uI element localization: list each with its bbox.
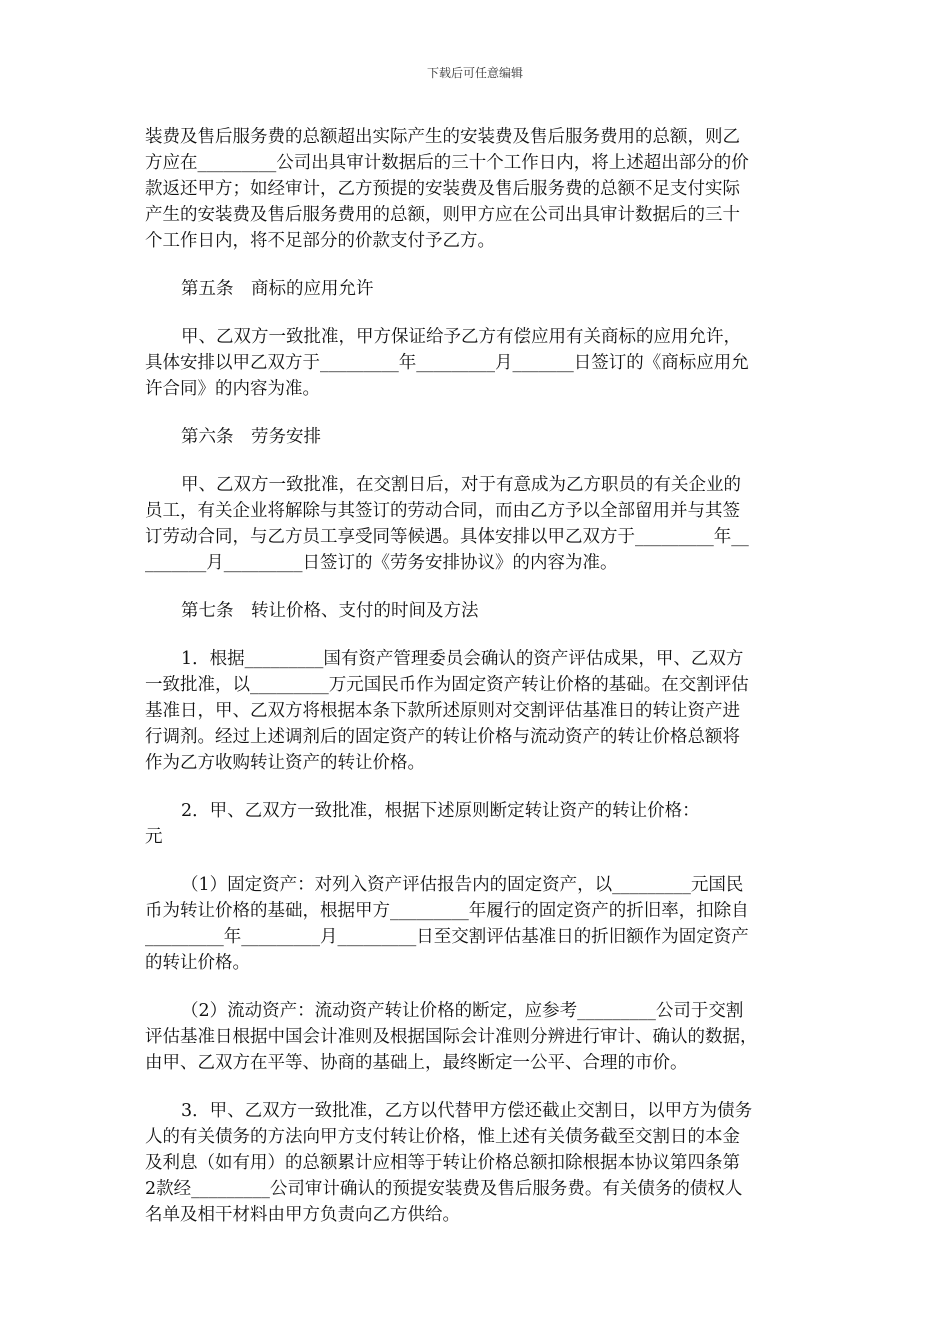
text-line: 1．根据_________国有资产管理委员会确认的资产评估成果，甲、乙双方 (181, 649, 744, 669)
text-line: _______月_________日签订的《劳务安排协议》的内容为准。 (145, 553, 618, 573)
paragraph-clause-3 (145, 1098, 810, 1228)
text-line: 一致批准，以_________万元国民币作为固定资产转让价格的基础。在交割评估 (145, 675, 749, 695)
paragraph-labor (145, 472, 810, 576)
text-line: 方应在_________公司出具审计数据后的三十个工作日内，将上述超出部分的价 (145, 153, 749, 173)
article-7-heading: 第七条 转让价格、支付的时间及方法 (181, 601, 479, 621)
text-line: （2）流动资产：流动资产转让价格的断定，应参考_________公司于交割 (181, 1001, 744, 1021)
text-line: 元 (145, 827, 163, 847)
text-line: 款返还甲方；如经审计，乙方预提的安装费及售后服务费的总额不足支付实际 (145, 179, 740, 199)
text-line: 币为转让价格的基础，根据甲方_________年履行的固定资产的折旧率，扣除自 (145, 901, 749, 921)
text-line: 由甲、乙双方在平等、协商的基础上，最终断定一公平、合理的市价。 (145, 1053, 688, 1073)
document-body (145, 124, 810, 1228)
text-line: 具体安排以甲乙双方于_________年_________月_______日签订的《商标应用允 (145, 353, 749, 373)
text-line: （1）固定资产：对列入资产评估报告内的固定资产，以_________元国民 (181, 875, 744, 895)
text-line: 2款经_________公司审计确认的预提安装费及售后服务费。有关债务的债权人 (145, 1179, 743, 1199)
text-line: 3．甲、乙双方一致批准，乙方以代替甲方偿还截止交割日，以甲方为债务 (181, 1101, 753, 1121)
paragraph-fees-continuation (145, 124, 810, 254)
paragraph-current-assets (145, 998, 810, 1076)
text-line: 行调剂。经过上述调剂后的固定资产的转让价格与流动资产的转让价格总额将 (145, 727, 740, 747)
text-line: 甲、乙双方一致批准，甲方保证给予乙方有偿应用有关商标的应用允许， (181, 327, 741, 347)
text-line: 的转让价格。 (145, 953, 250, 973)
paragraph-trademark (145, 324, 810, 402)
text-line: 个工作日内，将不足部分的价款支付予乙方。 (145, 231, 495, 251)
text-line: 产生的安装费及售后服务费用的总额，则甲方应在公司出具审计数据后的三十 (145, 205, 740, 225)
text-line: 订劳动合同，与乙方员工享受同等候遇。具体安排以甲乙双方于_________年__ (145, 527, 749, 547)
article-5-heading: 第五条 商标的应用允许 (181, 279, 374, 299)
paragraph-clause-1 (145, 646, 810, 776)
page-header: 下载后可任意编辑 (426, 66, 523, 80)
text-line: 人的有关债务的方法向甲方支付转让价格，惟上述有关债务截至交割日的本金 (145, 1127, 740, 1147)
paragraph-clause-2 (145, 798, 810, 850)
text-line: 及利息（如有用）的总额累计应相等于转让价格总额扣除根据本协议第四条第 (145, 1153, 740, 1173)
text-line: 作为乙方收购转让资产的转让价格。 (145, 753, 425, 773)
text-line: 评估基准日根据中国会计准则及根据国际会计准则分辨进行审计、确认的数据， (145, 1027, 758, 1047)
text-line: 基准日，甲、乙双方将根据本条下款所述原则对交割评估基准日的转让资产进 (145, 701, 740, 721)
text-line: 甲、乙双方一致批准，在交割日后，对于有意成为乙方职员的有关企业的 (181, 475, 741, 495)
text-line: _________年_________月_________日至交割评估基准日的折旧额作为固定资产 (145, 927, 749, 947)
text-line: 许合同》的内容为准。 (145, 379, 320, 399)
text-line: 名单及相干材料由甲方负责向乙方供给。 (145, 1205, 460, 1225)
text-line: 装费及售后服务费的总额超出实际产生的安装费及售后服务费用的总额，则乙 (145, 127, 740, 147)
paragraph-fixed-assets (145, 872, 810, 976)
text-line: 员工，有关企业将解除与其签订的劳动合同，而由乙方予以全部留用并与其签 (145, 501, 740, 521)
article-6-heading: 第六条 劳务安排 (181, 427, 321, 447)
text-line: 2．甲、乙双方一致批准，根据下述原则断定转让资产的转让价格： (181, 801, 700, 821)
